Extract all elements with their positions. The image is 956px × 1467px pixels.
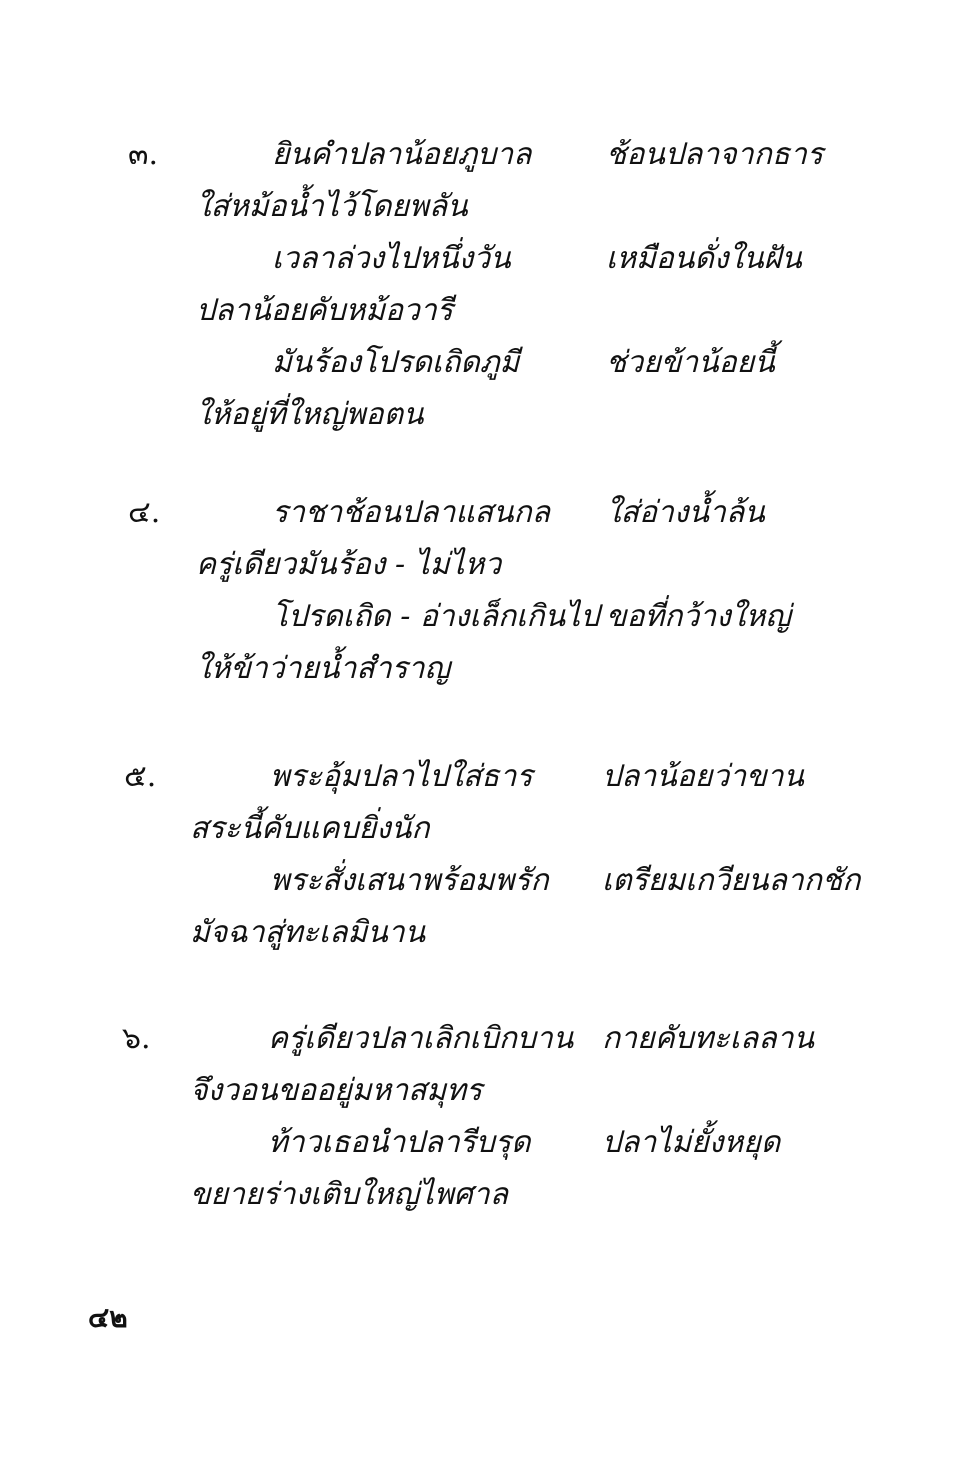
verse-line: กายคับทะเลลาน (602, 1021, 814, 1056)
page-number: ๔๒ (88, 1301, 128, 1334)
verse-line: พระสั่งเสนาพร้อมพรัก (270, 863, 549, 898)
verse-line: ปลาน้อยว่าขาน (602, 759, 804, 794)
verse-line: มันร้องโปรดเถิดภูมี (272, 345, 520, 380)
verse-line: ใส่หม้อน้ำไว้โดยพลัน (196, 189, 468, 224)
verse-line: โปรดเถิด - อ่างเล็กเกินไป (272, 599, 600, 634)
stanza-number: ๓. (128, 137, 159, 172)
verse-line: มัจฉาสู่ทะเลมินาน (190, 915, 426, 950)
verse-line: ครู่เดียวมันร้อง - ไม่ไหว (196, 547, 502, 582)
verse-line: ขยายร่างเติบใหญ่ไพศาล (190, 1177, 509, 1212)
stanza-number: ๔. (128, 495, 161, 530)
verse-line: ให้ข้าว่ายน้ำสำราญ (196, 651, 451, 686)
stanza-number: ๖. (122, 1021, 151, 1056)
verse-line: ให้อยู่ที่ใหญ่พอตน (196, 397, 424, 432)
verse-line: ช้อนปลาจากธาร (606, 137, 824, 172)
verse-line: ขอที่กว้างใหญ่ (606, 599, 791, 634)
stanza-number: ๕. (124, 759, 157, 794)
verse-line: จึงวอนขออยู่มหาสมุทร (190, 1073, 483, 1108)
verse-line: ยินคำปลาน้อยภูบาล (272, 137, 532, 172)
verse-line: ครู่เดียวปลาเลิกเบิกบาน (268, 1021, 574, 1056)
verse-line: ช่วยข้าน้อยนี้ (606, 345, 775, 380)
verse-line: สระนี้คับแคบยิ่งนัก (190, 811, 430, 846)
verse-line: เหมือนดั่งในฝัน (606, 241, 802, 276)
verse-line: พระอุ้มปลาไปใส่ธาร (270, 759, 533, 794)
verse-line: เตรียมเกวียนลากชัก (602, 863, 861, 898)
verse-line: ปลาน้อยคับหม้อวารี (196, 293, 453, 328)
verse-line: ใส่อ่างน้ำล้น (606, 495, 765, 530)
verse-line: ปลาไม่ยั้งหยุด (602, 1125, 781, 1160)
verse-line: เวลาล่วงไปหนึ่งวัน (272, 241, 511, 276)
verse-line: ราชาช้อนปลาแสนกล (272, 495, 551, 530)
verse-line: ท้าวเธอนำปลารีบรุด (268, 1125, 531, 1160)
